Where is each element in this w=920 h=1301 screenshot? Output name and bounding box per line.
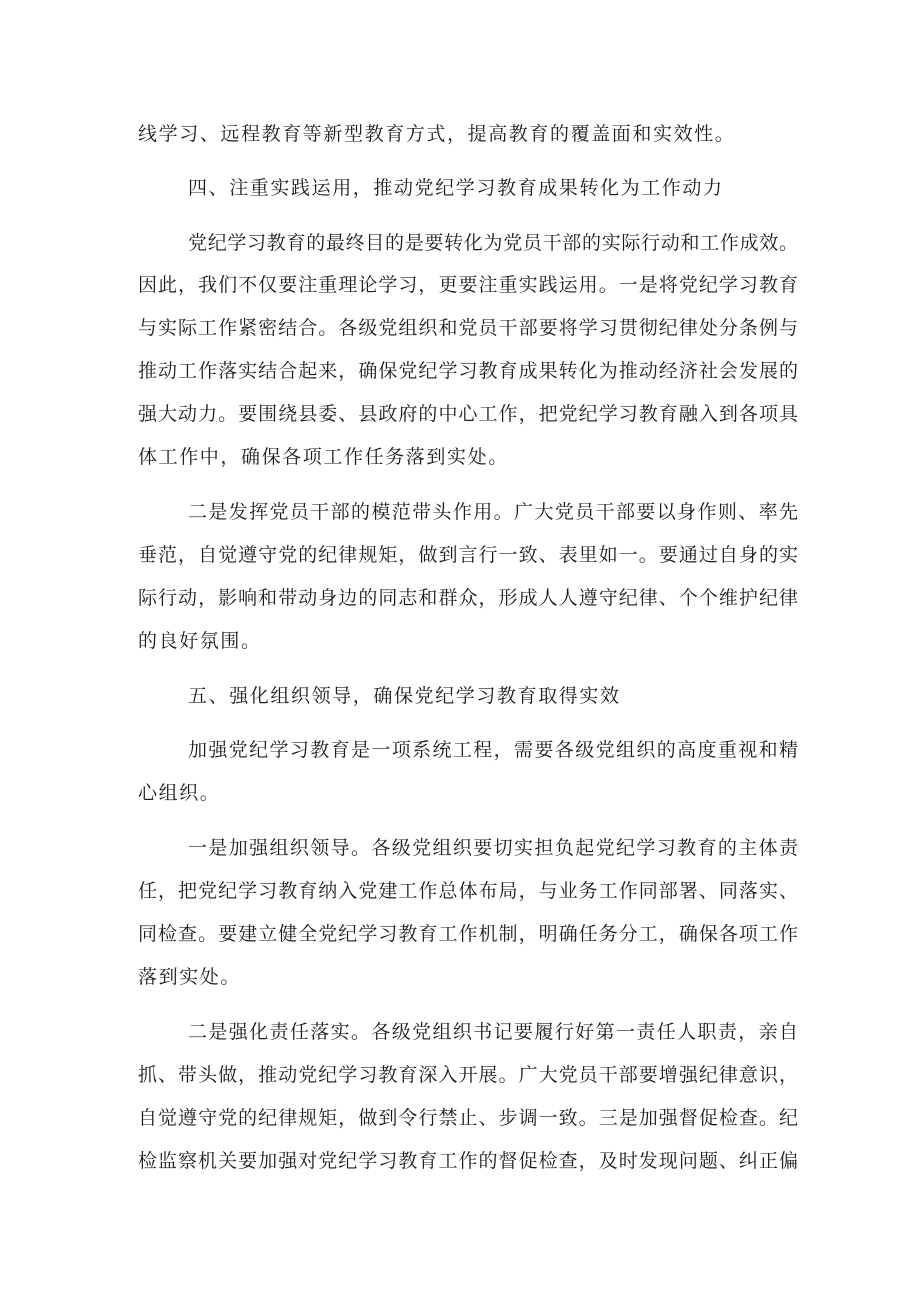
text-line: 与实际工作紧密结合。各级党组织和党员干部要将学习贯彻纪律处分条例与 [138, 317, 798, 339]
text-line: 一是加强组织领导。各级党组织要切实担负起党纪学习教育的主体责 [188, 837, 798, 859]
section-heading: 四、注重实践运用，推动党纪学习教育成果转化为工作动力 [188, 177, 724, 199]
text-line: 检监察机关要加强对党纪学习教育工作的督促检查，及时发现问题、纠正偏 [138, 1150, 798, 1172]
text-line: 二是发挥党员干部的模范带头作用。广大党员干部要以身作则、率先 [188, 501, 798, 523]
text-line: 同检查。要建立健全党纪学习教育工作机制，明确任务分工，确保各项工作 [138, 923, 798, 945]
text-line: 心组织。 [138, 782, 221, 804]
section-heading: 五、强化组织领导，确保党纪学习教育取得实效 [188, 685, 621, 707]
text-line: 抓、带头做，推动党纪学习教育深入开展。广大党员干部要增强纪律意识， [138, 1064, 798, 1086]
text-line: 垂范，自觉遵守党的纪律规矩，做到言行一致、表里如一。要通过自身的实 [138, 544, 798, 566]
text-line: 线学习、远程教育等新型教育方式，提高教育的覆盖面和实效性。 [138, 123, 736, 145]
text-line: 二是强化责任落实。各级党组织书记要履行好第一责任人职责，亲自 [188, 1021, 798, 1043]
text-line: 因此，我们不仅要注重理论学习，更要注重实践运用。一是将党纪学习教育 [138, 274, 798, 296]
text-line: 落到实处。 [138, 966, 242, 988]
text-line: 党纪学习教育的最终目的是要转化为党员干部的实际行动和工作成效。 [188, 232, 798, 254]
text-line: 际行动，影响和带动身边的同志和群众，形成人人遵守纪律、个个维护纪律 [138, 587, 798, 609]
text-line: 强大动力。要围绕县委、县政府的中心工作，把党纪学习教育融入到各项具 [138, 403, 798, 425]
text-line: 的良好氛围。 [138, 630, 262, 652]
text-line: 自觉遵守党的纪律规矩，做到令行禁止、步调一致。三是加强督促检查。纪 [138, 1107, 798, 1129]
text-line: 推动工作落实结合起来，确保党纪学习教育成果转化为推动经济社会发展的 [138, 360, 798, 382]
text-line: 加强党纪学习教育是一项系统工程，需要各级党组织的高度重视和精 [188, 739, 798, 761]
text-line: 任，把党纪学习教育纳入党建工作总体布局，与业务工作同部署、同落实、 [138, 880, 798, 902]
text-line: 体工作中，确保各项工作任务落到实处。 [138, 446, 509, 468]
